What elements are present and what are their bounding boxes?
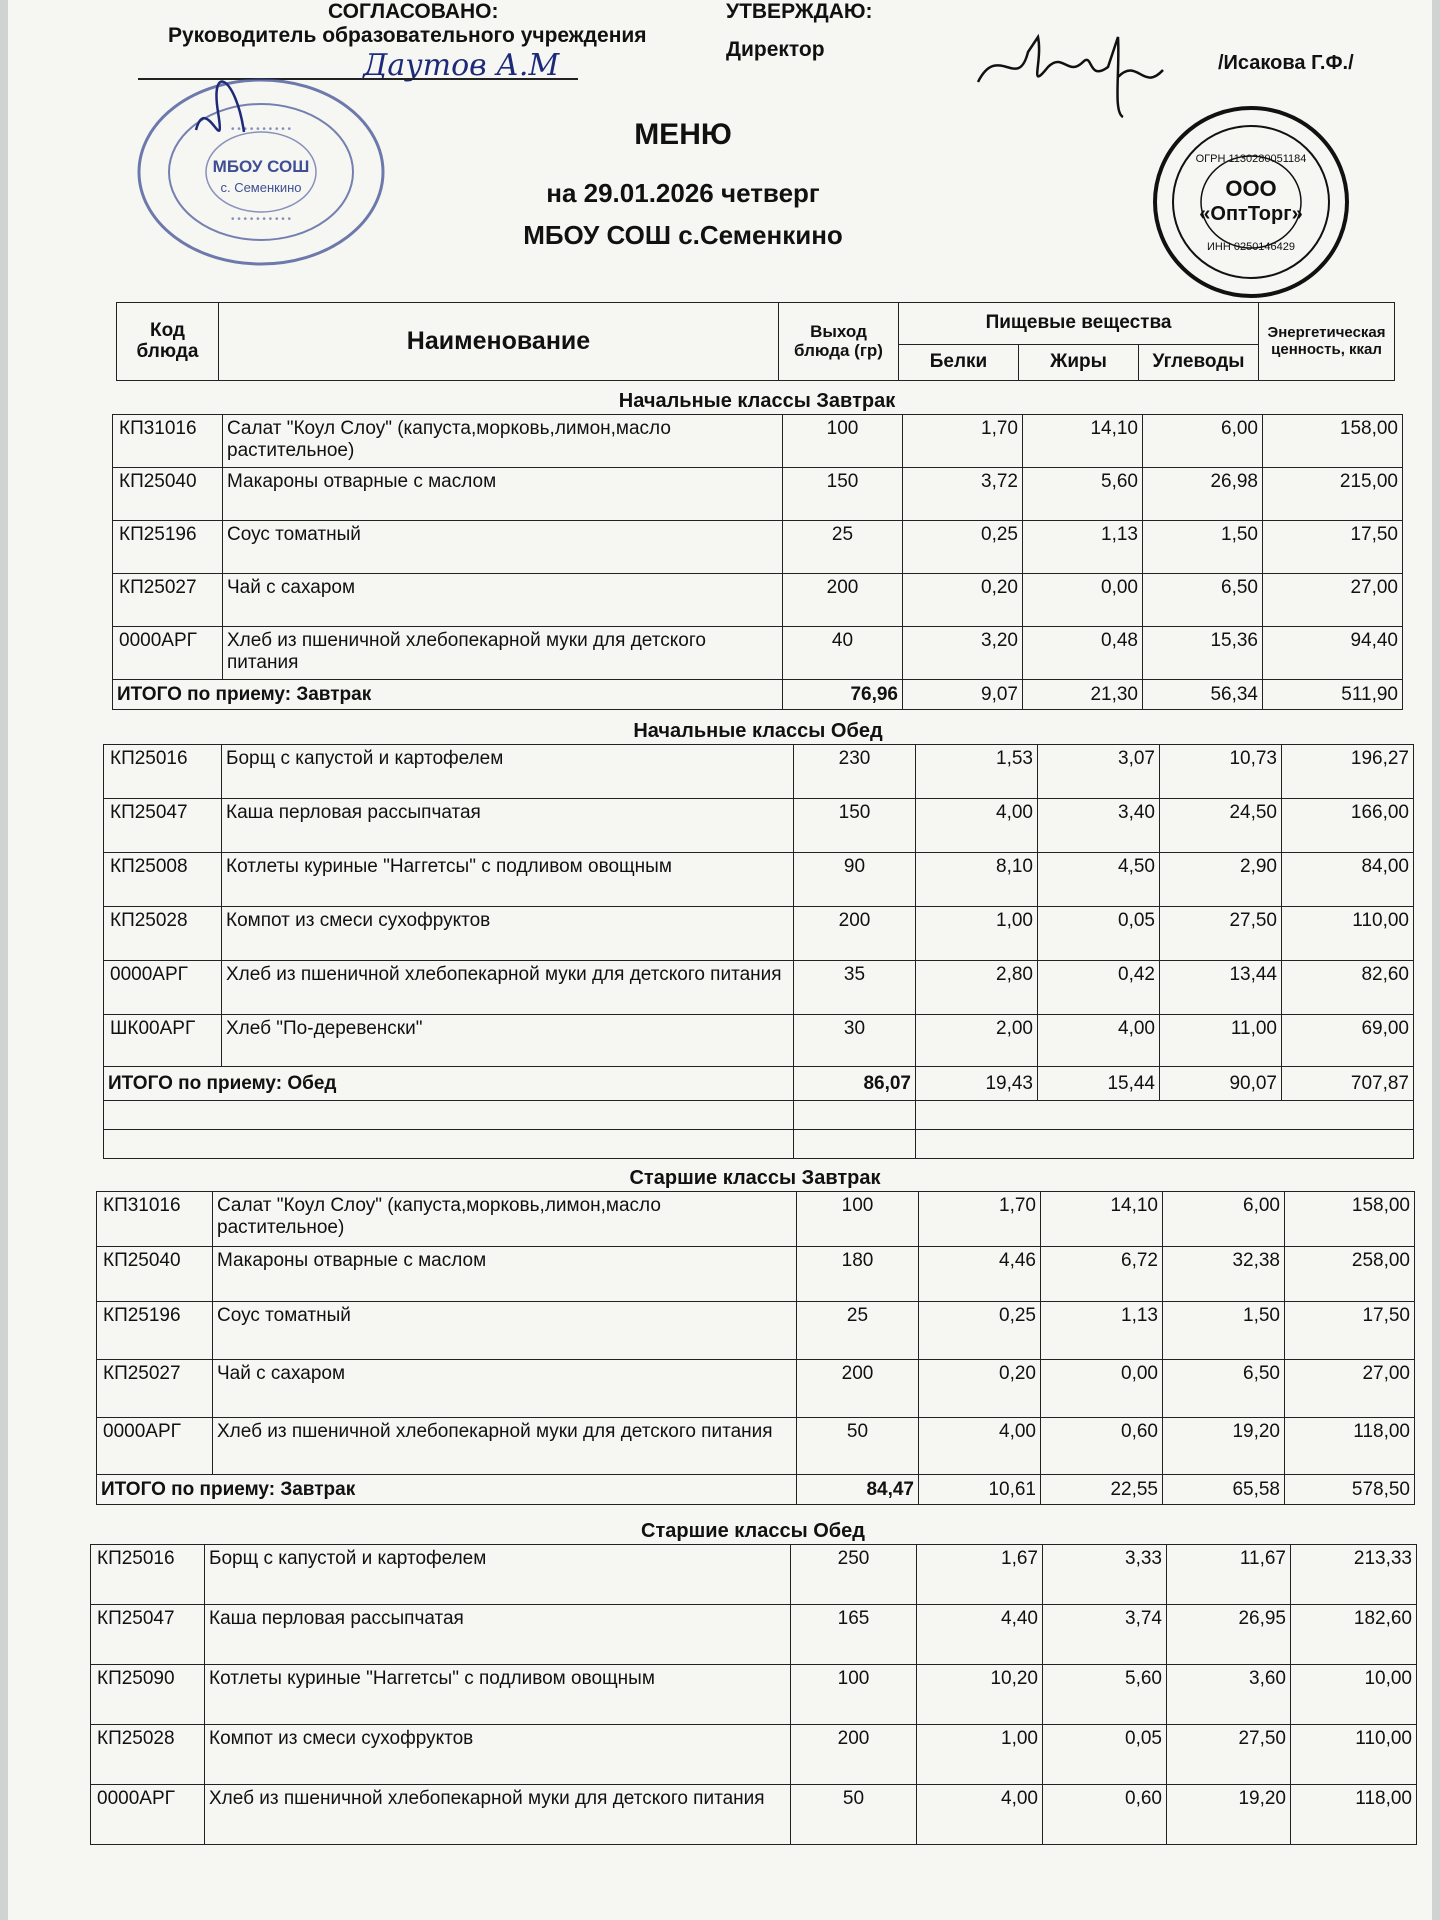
row-fat: 14,10 xyxy=(1041,1192,1163,1247)
table-row xyxy=(104,853,1414,907)
approve-label: УТВЕРЖДАЮ: xyxy=(726,0,873,23)
row-code: КП25090 xyxy=(91,1665,205,1725)
row-carbs: 15,36 xyxy=(1143,627,1263,680)
row-name: Каша перловая рассыпчатая xyxy=(205,1605,791,1665)
row-protein: 8,10 xyxy=(916,853,1038,907)
row-yield: 100 xyxy=(791,1665,917,1725)
company-stamp-inn: ИНН 0250146429 xyxy=(1206,241,1296,253)
row-protein: 3,72 xyxy=(903,468,1023,521)
row-code: КП25196 xyxy=(97,1302,213,1360)
table-row xyxy=(97,1302,1415,1360)
row-carbs: 13,44 xyxy=(1160,961,1282,1015)
svg-text:• • • • • • • • • •: • • • • • • • • • • xyxy=(230,124,292,135)
row-code: 0000АРГ xyxy=(97,1418,213,1475)
row-carbs: 1,50 xyxy=(1143,521,1263,574)
company-stamp-ogrn: ОГРН 1130280051184 xyxy=(1195,153,1307,165)
row-energy: 158,00 xyxy=(1263,415,1403,468)
row-code: КП25047 xyxy=(91,1605,205,1665)
table-row xyxy=(113,574,1403,627)
row-protein: 0,25 xyxy=(919,1302,1041,1360)
row-carbs: 6,00 xyxy=(1143,415,1263,468)
row-name: Котлеты куриные "Наггетсы" с подливом овощным xyxy=(205,1665,791,1725)
row-name: Макароны отварные с маслом xyxy=(213,1247,797,1302)
row-name: Котлеты куриные "Наггетсы" с подливом овощным xyxy=(222,853,794,907)
total-label: ИТОГО по приему: Завтрак xyxy=(113,680,783,710)
row-name: Компот из смеси сухофруктов xyxy=(222,907,794,961)
total-carbs: 56,34 xyxy=(1143,680,1263,710)
row-energy: 182,60 xyxy=(1291,1605,1417,1665)
row-energy: 118,00 xyxy=(1285,1418,1415,1475)
row-yield: 150 xyxy=(783,468,903,521)
approve-role: Директор xyxy=(726,38,825,61)
row-name: Хлеб из пшеничной хлебопекарной муки для детского питания xyxy=(213,1418,797,1475)
row-name: Соус томатный xyxy=(223,521,783,574)
total-energy: 578,50 xyxy=(1285,1475,1415,1505)
row-protein: 0,20 xyxy=(919,1360,1041,1418)
section-title: Старшие классы Обед xyxy=(641,1520,865,1542)
section-table xyxy=(90,1544,1417,1845)
row-code: КП25027 xyxy=(97,1360,213,1418)
row-carbs: 11,67 xyxy=(1167,1545,1291,1605)
row-yield: 50 xyxy=(797,1418,919,1475)
row-energy: 84,00 xyxy=(1282,853,1414,907)
row-protein: 1,70 xyxy=(903,415,1023,468)
table-row xyxy=(104,961,1414,1015)
col-nutrients: Пищевые вещества xyxy=(899,303,1259,345)
total-carbs: 90,07 xyxy=(1160,1067,1282,1101)
row-code: КП31016 xyxy=(113,415,223,468)
table-row xyxy=(104,745,1414,799)
row-protein: 4,00 xyxy=(916,799,1038,853)
row-protein: 4,00 xyxy=(919,1418,1041,1475)
total-carbs: 65,58 xyxy=(1163,1475,1285,1505)
row-fat: 1,13 xyxy=(1041,1302,1163,1360)
row-code: ШК00АРГ xyxy=(104,1015,222,1067)
table-row xyxy=(91,1785,1417,1845)
total-yield: 84,47 xyxy=(797,1475,919,1505)
section-junior-breakfast xyxy=(112,388,1402,710)
row-code: КП25028 xyxy=(91,1725,205,1785)
row-code: КП25016 xyxy=(104,745,222,799)
row-energy: 82,60 xyxy=(1282,961,1414,1015)
total-label: ИТОГО по приему: Обед xyxy=(104,1067,794,1101)
table-row xyxy=(97,1192,1415,1247)
row-carbs: 32,38 xyxy=(1163,1247,1285,1302)
row-protein: 1,00 xyxy=(916,907,1038,961)
row-fat: 14,10 xyxy=(1023,415,1143,468)
row-fat: 0,60 xyxy=(1041,1418,1163,1475)
section-title: Начальные классы Обед xyxy=(633,720,883,742)
col-carbs: Углеводы xyxy=(1139,345,1259,381)
approver-name: /Исакова Г.Ф./ xyxy=(1218,52,1354,74)
row-energy: 94,40 xyxy=(1263,627,1403,680)
section-senior-lunch xyxy=(90,1518,1416,1845)
row-carbs: 2,90 xyxy=(1160,853,1282,907)
row-yield: 25 xyxy=(783,521,903,574)
row-yield: 200 xyxy=(791,1725,917,1785)
total-protein: 19,43 xyxy=(916,1067,1038,1101)
table-row xyxy=(91,1605,1417,1665)
col-energy: Энергетическая ценность, ккал xyxy=(1259,303,1395,381)
row-fat: 0,00 xyxy=(1023,574,1143,627)
row-carbs: 11,00 xyxy=(1160,1015,1282,1067)
row-protein: 1,53 xyxy=(916,745,1038,799)
empty-row xyxy=(104,1101,1414,1130)
row-code: КП31016 xyxy=(97,1192,213,1247)
row-code: КП25196 xyxy=(113,521,223,574)
row-carbs: 6,00 xyxy=(1163,1192,1285,1247)
table-row xyxy=(104,907,1414,961)
row-energy: 215,00 xyxy=(1263,468,1403,521)
row-fat: 3,33 xyxy=(1043,1545,1167,1605)
table-row xyxy=(113,415,1403,468)
svg-text:• • • • • • • • • •: • • • • • • • • • • xyxy=(230,214,292,225)
row-energy: 110,00 xyxy=(1291,1725,1417,1785)
row-name: Хлеб "По-деревенски" xyxy=(222,1015,794,1067)
row-code: КП25040 xyxy=(113,468,223,521)
section-table xyxy=(103,744,1414,1159)
row-fat: 0,42 xyxy=(1038,961,1160,1015)
row-protein: 1,70 xyxy=(919,1192,1041,1247)
row-carbs: 27,50 xyxy=(1167,1725,1291,1785)
total-row xyxy=(104,1067,1414,1101)
total-yield: 86,07 xyxy=(794,1067,916,1101)
table-row xyxy=(97,1247,1415,1302)
row-carbs: 26,98 xyxy=(1143,468,1263,521)
row-name: Борщ с капустой и картофелем xyxy=(205,1545,791,1605)
row-carbs: 19,20 xyxy=(1163,1418,1285,1475)
total-protein: 9,07 xyxy=(903,680,1023,710)
table-row xyxy=(113,521,1403,574)
row-name: Хлеб из пшеничной хлебопекарной муки для детского питания xyxy=(205,1785,791,1845)
row-energy: 110,00 xyxy=(1282,907,1414,961)
row-code: 0000АРГ xyxy=(113,627,223,680)
total-energy: 707,87 xyxy=(1282,1067,1414,1101)
row-fat: 0,60 xyxy=(1043,1785,1167,1845)
empty-row xyxy=(104,1130,1414,1159)
row-protein: 1,00 xyxy=(917,1725,1043,1785)
agreed-block xyxy=(168,0,688,83)
row-name: Хлеб из пшеничной хлебопекарной муки для детского питания xyxy=(223,627,783,680)
row-yield: 150 xyxy=(794,799,916,853)
row-code: КП25040 xyxy=(97,1247,213,1302)
row-yield: 200 xyxy=(797,1360,919,1418)
row-fat: 3,07 xyxy=(1038,745,1160,799)
total-fat: 22,55 xyxy=(1041,1475,1163,1505)
row-carbs: 24,50 xyxy=(1160,799,1282,853)
row-energy: 196,27 xyxy=(1282,745,1414,799)
row-name: Хлеб из пшеничной хлебопекарной муки для детского питания xyxy=(222,961,794,1015)
row-protein: 2,80 xyxy=(916,961,1038,1015)
row-carbs: 10,73 xyxy=(1160,745,1282,799)
section-table xyxy=(112,414,1403,710)
row-energy: 17,50 xyxy=(1263,521,1403,574)
table-row xyxy=(104,799,1414,853)
row-fat: 1,13 xyxy=(1023,521,1143,574)
total-protein: 10,61 xyxy=(919,1475,1041,1505)
row-energy: 27,00 xyxy=(1285,1360,1415,1418)
row-energy: 158,00 xyxy=(1285,1192,1415,1247)
menu-title: МЕНЮ xyxy=(634,118,732,151)
total-row xyxy=(113,680,1403,710)
col-fat: Жиры xyxy=(1019,345,1139,381)
row-energy: 10,00 xyxy=(1291,1665,1417,1725)
row-energy: 17,50 xyxy=(1285,1302,1415,1360)
row-carbs: 6,50 xyxy=(1163,1360,1285,1418)
row-name: Чай с сахаром xyxy=(213,1360,797,1418)
table-row xyxy=(97,1418,1415,1475)
total-row xyxy=(97,1475,1415,1505)
row-name: Салат "Коул Слоу" (капуста,морковь,лимон,масло растительное) xyxy=(213,1192,797,1247)
row-yield: 40 xyxy=(783,627,903,680)
col-code: Код блюда xyxy=(117,303,219,381)
menu-table-header xyxy=(116,302,1395,381)
row-protein: 4,46 xyxy=(919,1247,1041,1302)
row-fat: 0,05 xyxy=(1038,907,1160,961)
row-yield: 180 xyxy=(797,1247,919,1302)
row-yield: 100 xyxy=(797,1192,919,1247)
total-fat: 21,30 xyxy=(1023,680,1143,710)
row-fat: 0,00 xyxy=(1041,1360,1163,1418)
row-yield: 200 xyxy=(783,574,903,627)
row-fat: 3,40 xyxy=(1038,799,1160,853)
row-energy: 213,33 xyxy=(1291,1545,1417,1605)
row-energy: 118,00 xyxy=(1291,1785,1417,1845)
company-stamp-brand: «ОптТорг» xyxy=(1199,203,1303,225)
row-code: КП25016 xyxy=(91,1545,205,1605)
row-protein: 3,20 xyxy=(903,627,1023,680)
row-carbs: 3,60 xyxy=(1167,1665,1291,1725)
row-fat: 3,74 xyxy=(1043,1605,1167,1665)
row-protein: 10,20 xyxy=(917,1665,1043,1725)
row-energy: 258,00 xyxy=(1285,1247,1415,1302)
school-stamp-center: МБОУ СОШ xyxy=(212,157,310,176)
col-name: Наименование xyxy=(219,303,779,381)
row-yield: 100 xyxy=(783,415,903,468)
row-name: Соус томатный xyxy=(213,1302,797,1360)
row-protein: 4,40 xyxy=(917,1605,1043,1665)
table-row xyxy=(104,1015,1414,1067)
row-yield: 30 xyxy=(794,1015,916,1067)
row-protein: 0,20 xyxy=(903,574,1023,627)
row-name: Макароны отварные с маслом xyxy=(223,468,783,521)
row-name: Борщ с капустой и картофелем xyxy=(222,745,794,799)
menu-school: МБОУ СОШ с.Семенкино xyxy=(523,220,843,250)
row-name: Компот из смеси сухофруктов xyxy=(205,1725,791,1785)
total-label: ИТОГО по приему: Завтрак xyxy=(97,1475,797,1505)
table-row xyxy=(113,627,1403,680)
total-yield: 76,96 xyxy=(783,680,903,710)
row-fat: 5,60 xyxy=(1043,1665,1167,1725)
row-yield: 90 xyxy=(794,853,916,907)
row-yield: 35 xyxy=(794,961,916,1015)
table-row xyxy=(113,468,1403,521)
agreed-signature: Даутов А.М xyxy=(363,48,560,83)
row-fat: 0,05 xyxy=(1043,1725,1167,1785)
table-row xyxy=(97,1360,1415,1418)
row-carbs: 27,50 xyxy=(1160,907,1282,961)
table-row xyxy=(91,1665,1417,1725)
row-yield: 230 xyxy=(794,745,916,799)
section-title: Старшие классы Завтрак xyxy=(629,1167,881,1189)
director-signature-icon xyxy=(968,22,1168,122)
menu-document xyxy=(8,0,1432,1920)
row-name: Чай с сахаром xyxy=(223,574,783,627)
menu-date: на 29.01.2026 четверг xyxy=(546,178,820,208)
row-yield: 250 xyxy=(791,1545,917,1605)
section-title: Начальные классы Завтрак xyxy=(618,390,896,412)
row-name: Салат "Коул Слоу" (капуста,морковь,лимон,масло растительное) xyxy=(223,415,783,468)
section-table xyxy=(96,1191,1415,1505)
row-carbs: 1,50 xyxy=(1163,1302,1285,1360)
row-protein: 4,00 xyxy=(917,1785,1043,1845)
section-senior-breakfast xyxy=(96,1165,1414,1505)
row-protein: 1,67 xyxy=(917,1545,1043,1605)
row-name: Каша перловая рассыпчатая xyxy=(222,799,794,853)
row-energy: 166,00 xyxy=(1282,799,1414,853)
row-fat: 4,00 xyxy=(1038,1015,1160,1067)
row-protein: 2,00 xyxy=(916,1015,1038,1067)
row-carbs: 26,95 xyxy=(1167,1605,1291,1665)
row-yield: 25 xyxy=(797,1302,919,1360)
row-code: КП25008 xyxy=(104,853,222,907)
school-stamp-sub: с. Семенкино xyxy=(220,180,302,195)
row-yield: 165 xyxy=(791,1605,917,1665)
row-carbs: 6,50 xyxy=(1143,574,1263,627)
col-yield: Выход блюда (гр) xyxy=(779,303,899,381)
row-energy: 69,00 xyxy=(1282,1015,1414,1067)
row-code: КП25047 xyxy=(104,799,222,853)
table-row xyxy=(91,1545,1417,1605)
agreed-label: СОГЛАСОВАНО: xyxy=(328,0,499,23)
row-carbs: 19,20 xyxy=(1167,1785,1291,1845)
row-fat: 4,50 xyxy=(1038,853,1160,907)
row-fat: 5,60 xyxy=(1023,468,1143,521)
row-yield: 200 xyxy=(794,907,916,961)
row-energy: 27,00 xyxy=(1263,574,1403,627)
row-fat: 0,48 xyxy=(1023,627,1143,680)
row-protein: 0,25 xyxy=(903,521,1023,574)
approve-block xyxy=(726,0,873,62)
section-junior-lunch xyxy=(103,718,1413,1159)
col-protein: Белки xyxy=(899,345,1019,381)
company-stamp-name: ООО xyxy=(1225,176,1277,201)
total-energy: 511,90 xyxy=(1263,680,1403,710)
row-code: КП25027 xyxy=(113,574,223,627)
row-code: 0000АРГ xyxy=(104,961,222,1015)
agreed-role: Руководитель образовательного учреждения xyxy=(168,24,647,47)
row-code: 0000АРГ xyxy=(91,1785,205,1845)
table-row xyxy=(91,1725,1417,1785)
row-fat: 6,72 xyxy=(1041,1247,1163,1302)
row-code: КП25028 xyxy=(104,907,222,961)
row-yield: 50 xyxy=(791,1785,917,1845)
total-fat: 15,44 xyxy=(1038,1067,1160,1101)
